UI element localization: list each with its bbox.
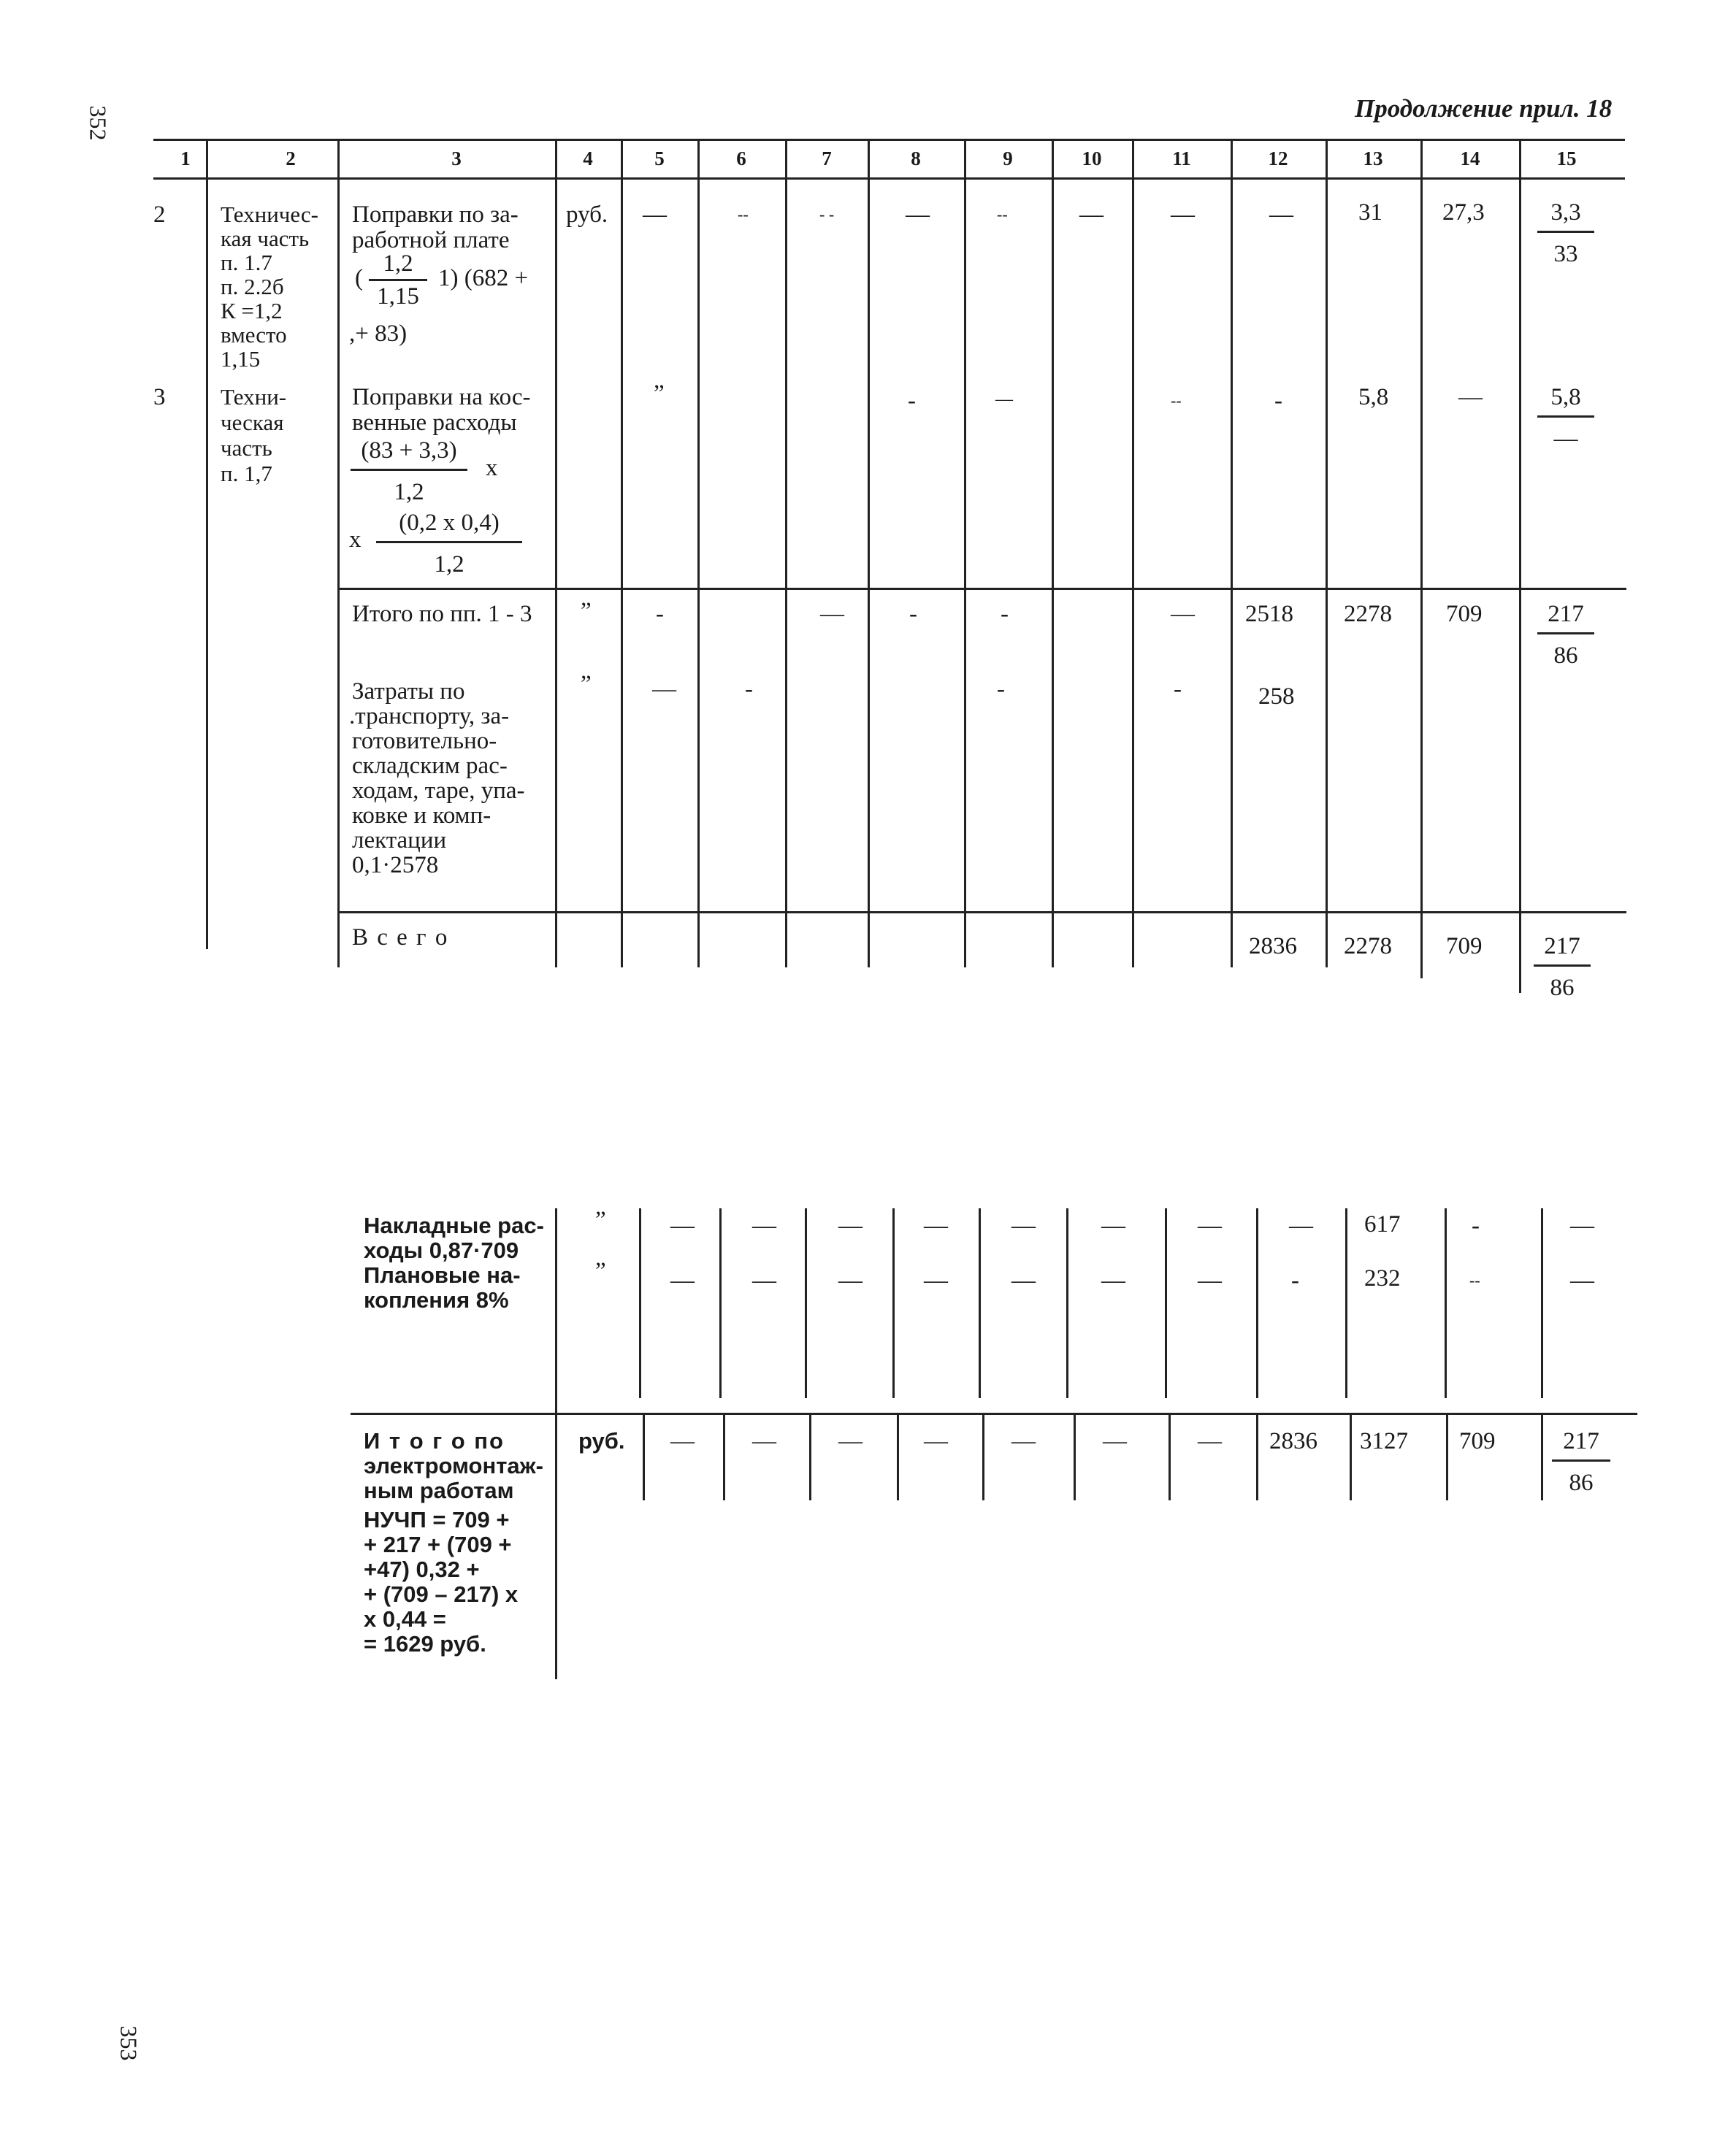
name-line: электромонтаж-	[364, 1453, 543, 1478]
name-line: Плановые на-	[364, 1262, 521, 1288]
cell-col13: 2278	[1344, 601, 1392, 627]
cell-col11: —	[1198, 1267, 1222, 1294]
cell-col6: —	[752, 1267, 776, 1294]
name-line: х 0,44 =	[364, 1606, 446, 1632]
source-line: вместо	[221, 322, 287, 348]
formula-fraction	[369, 250, 427, 310]
top-page-number: 352	[85, 105, 112, 141]
cell-col15: —	[1570, 1267, 1594, 1294]
cell-col13: 617	[1364, 1211, 1401, 1238]
name-line: +47) 0,32 +	[364, 1557, 480, 1582]
cell-col8: —	[906, 202, 930, 228]
column-header: 13	[1363, 147, 1383, 169]
name-line: ковке и комп-	[352, 802, 492, 829]
cell-col14: 709	[1446, 601, 1483, 627]
cell-col10: —	[1079, 202, 1104, 228]
cell-col12: 2518	[1245, 601, 1293, 627]
fraction-denominator: 33	[1553, 241, 1578, 267]
name-line: работной плате	[352, 227, 510, 253]
cell-col10: —	[1103, 1428, 1127, 1454]
cell-col11: —	[1171, 202, 1195, 228]
fraction-denominator: 1,2	[394, 479, 424, 505]
cell-col12: 2836	[1269, 1428, 1317, 1454]
column-header: 10	[1082, 147, 1102, 169]
name-line: Поправки на кос-	[352, 384, 531, 410]
column-header: 1	[180, 147, 191, 169]
cell-col14: 709	[1446, 933, 1483, 959]
bottom-page-number: 353	[115, 2025, 142, 2061]
fraction-numerator: 3,3	[1537, 199, 1594, 233]
cell-col11: —	[1171, 601, 1195, 627]
source-line: часть	[221, 435, 272, 461]
name-line: + 217 + (709 +	[364, 1532, 512, 1557]
cell-col12: -	[1274, 388, 1282, 414]
fraction-denominator: 86	[1553, 642, 1578, 669]
unit-cell: ”	[654, 380, 665, 407]
cell-col11: --	[1171, 391, 1182, 410]
cell-col9: —	[1011, 1267, 1036, 1294]
cell-col15-fraction	[1537, 383, 1594, 453]
cell-col14: -	[1472, 1213, 1480, 1239]
cell-col12: -	[1291, 1267, 1299, 1294]
name-line: Поправки по за-	[352, 202, 519, 228]
row-number: 3	[153, 384, 166, 410]
formula-fraction	[351, 437, 467, 506]
fraction-numerator: (0,2 х 0,4)	[376, 509, 522, 543]
cell-col9: —	[1011, 1428, 1036, 1454]
fraction-denominator: —	[1553, 426, 1578, 452]
cell-col6: —	[752, 1428, 776, 1454]
cell-col8: —	[924, 1428, 948, 1454]
source-line: Техничес-	[221, 202, 318, 227]
cell-col15-fraction	[1552, 1427, 1610, 1497]
name-line: + (709 – 217) х	[364, 1581, 519, 1607]
name-line: складским рас-	[352, 753, 508, 779]
column-header: 12	[1268, 147, 1288, 169]
cell-col11: —	[1198, 1428, 1222, 1454]
name-line: НУЧП = 709 +	[364, 1507, 510, 1532]
cell-col13: 2278	[1344, 933, 1392, 959]
fraction-denominator: 1,2	[434, 551, 464, 578]
fraction-numerator: 1,2	[369, 250, 427, 281]
name-line: копления 8%	[364, 1287, 509, 1313]
unit-cell: руб.	[578, 1428, 625, 1454]
column-header: 5	[654, 147, 665, 169]
cell-col14: --	[1469, 1271, 1480, 1289]
name-line: И т о г о по	[364, 1428, 505, 1454]
cell-col6: —	[752, 1213, 776, 1239]
fraction-denominator: 86	[1550, 975, 1575, 1001]
cell-col7: —	[838, 1428, 862, 1454]
name-line: = 1629 руб.	[364, 1631, 486, 1657]
cell-col9: —	[1011, 1213, 1036, 1239]
row-name: Итого по пп. 1 - 3	[352, 601, 532, 627]
unit-cell: ”	[595, 1207, 606, 1233]
cell-col8: -	[909, 601, 917, 627]
fraction-numerator: 217	[1537, 600, 1594, 634]
times-sign: х	[486, 455, 498, 481]
row-number: 2	[153, 202, 166, 228]
name-line: Затраты по	[352, 678, 465, 705]
column-header: 7	[822, 147, 832, 169]
column-header: 2	[286, 147, 296, 169]
cell-col10: —	[1101, 1213, 1125, 1239]
formula-fraction	[376, 509, 522, 578]
fraction-numerator: 217	[1534, 932, 1591, 967]
source-line: 1,15	[221, 346, 261, 372]
times-sign: х	[349, 526, 362, 553]
cell-col5: —	[652, 676, 676, 702]
source-line: п. 1.7	[221, 250, 272, 275]
cell-col8: —	[924, 1213, 948, 1239]
fraction-numerator: (83 + 3,3)	[351, 437, 467, 471]
column-header: 3	[451, 147, 462, 169]
source-line: п. 2.2б	[221, 274, 284, 299]
cell-col15-fraction	[1534, 932, 1591, 1002]
name-line: готовительно-	[352, 728, 497, 754]
cell-col14: 27,3	[1442, 199, 1485, 226]
cell-col11: -	[1174, 676, 1182, 702]
cell-col13: 31	[1358, 199, 1382, 226]
cell-col13: 232	[1364, 1265, 1401, 1292]
cell-col8: -	[908, 388, 916, 414]
cell-col7: —	[838, 1213, 862, 1239]
cell-col5: —	[643, 202, 667, 228]
cell-col13: 5,8	[1358, 384, 1389, 410]
cell-col9: --	[997, 205, 1008, 223]
continuation-caption: Продолжение прил. 18	[1355, 94, 1613, 123]
unit-cell: ”	[581, 671, 592, 697]
fraction-denominator: 1,15	[377, 283, 419, 310]
fraction-denominator: 86	[1569, 1470, 1594, 1496]
cell-col5: —	[670, 1267, 695, 1294]
cell-col8: —	[924, 1267, 948, 1294]
source-line: п. 1,7	[221, 461, 272, 486]
cell-col12: —	[1269, 202, 1293, 228]
source-line: ческая	[221, 410, 284, 435]
column-header: 14	[1460, 147, 1480, 169]
cell-col9: -	[1001, 601, 1009, 627]
cell-col12: 2836	[1249, 933, 1297, 959]
formula-paren: (	[355, 265, 363, 291]
column-header: 15	[1556, 147, 1577, 169]
cell-col11: —	[1198, 1213, 1222, 1239]
cell-col13: 3127	[1360, 1428, 1408, 1454]
cell-col5: —	[670, 1428, 695, 1454]
cell-col5: -	[656, 601, 664, 627]
row-name: В с е г о	[352, 924, 449, 951]
fraction-numerator: 5,8	[1537, 383, 1594, 418]
unit-cell: ”	[581, 598, 592, 624]
cell-col10: —	[1101, 1267, 1125, 1294]
cell-col15-fraction	[1537, 199, 1594, 268]
cell-col7: —	[838, 1267, 862, 1294]
name-line: венные расходы	[352, 410, 517, 436]
cell-col5: —	[670, 1213, 695, 1239]
formula-continuation: ,+ 83)	[349, 321, 408, 347]
cell-col7: - -	[819, 205, 835, 223]
name-line: .транспорту, за-	[349, 703, 510, 729]
unit-cell: ”	[595, 1258, 606, 1284]
unit-cell: руб.	[566, 202, 608, 228]
source-line: кая часть	[221, 226, 310, 251]
cell-col7: —	[820, 601, 844, 627]
column-header: 8	[911, 147, 921, 169]
cell-col6: --	[738, 205, 749, 223]
source-line: Техни-	[221, 384, 287, 410]
cell-col6: -	[745, 676, 753, 702]
name-line: ходам, таре, упа-	[352, 778, 525, 804]
cell-col15: —	[1570, 1213, 1594, 1239]
column-header: 11	[1172, 147, 1191, 169]
name-line: Накладные рас-	[364, 1213, 544, 1238]
cell-col12: 258	[1258, 683, 1295, 710]
cell-col9: —	[995, 390, 1013, 409]
name-line: ным работам	[364, 1478, 514, 1503]
cell-col14: 709	[1459, 1428, 1496, 1454]
cell-col15-fraction	[1537, 600, 1594, 670]
name-line: ходы 0,87·709	[364, 1238, 519, 1263]
column-header: 9	[1003, 147, 1013, 169]
name-line: 0,1·2578	[352, 852, 439, 878]
cell-col9: -	[997, 676, 1005, 702]
formula-tail: 1) (682 +	[438, 265, 529, 291]
cell-col14: —	[1458, 384, 1483, 410]
cell-col12: —	[1289, 1213, 1313, 1239]
column-header: 4	[583, 147, 593, 169]
name-line: лектации	[352, 827, 447, 853]
source-line: К =1,2	[221, 298, 283, 323]
column-header: 6	[736, 147, 746, 169]
fraction-numerator: 217	[1552, 1427, 1610, 1462]
